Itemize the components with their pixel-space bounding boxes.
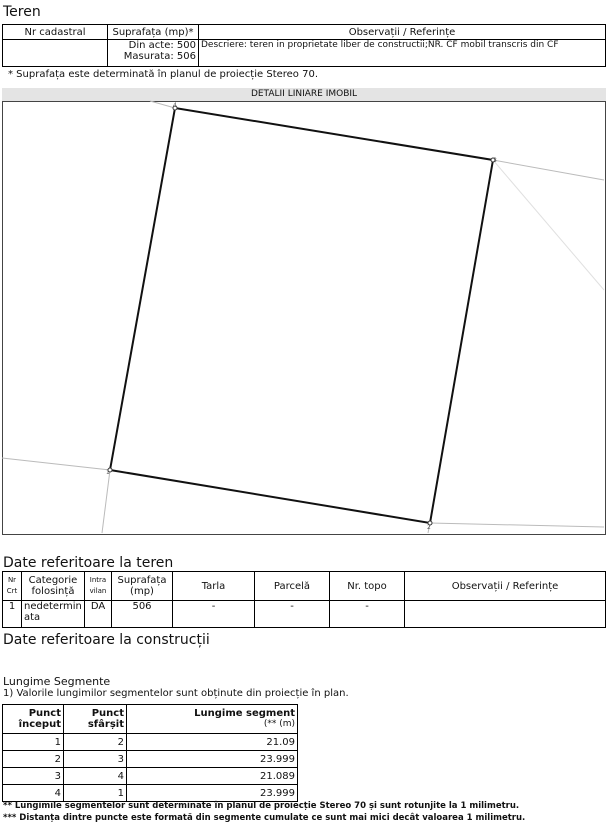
neighbor-line [102,470,110,533]
header-nr-cadastral: Nr cadastral [3,25,108,40]
vertex-label: 3 [493,157,497,164]
neighbor-line [150,101,175,108]
segmente-footnote-2: *** Distanța dintre puncte este formată din segmente cumulate ce sunt mai mici decât valoarea 1 milimetru. [3,813,526,823]
header-categorie: Categorie folosință [22,572,85,601]
segment-end: 4 [64,768,127,785]
cell-observatii-teren [405,601,606,628]
cell-nr-topo: - [330,601,405,628]
date-teren-title: Date referitoare la teren [3,555,174,571]
table-row [3,751,298,768]
cell-nr-crt: 1 [3,601,22,628]
din-acte-value: Din acte: 500 [128,40,196,51]
segmente-title: Lungime Segmente [3,675,111,688]
header-observatii-teren: Observații / Referințe [405,572,606,601]
neighbor-line [430,523,604,527]
segment-length: 23.999 [127,785,298,802]
header-tarla: Tarla [173,572,255,601]
segment-start: 2 [3,751,64,768]
masurata-value: Masurata: 506 [123,51,196,62]
header-lungime-label: Lungime segment [194,708,295,719]
segment-start: 1 [3,734,64,751]
teren-title: Teren [3,4,41,20]
table-row [3,785,298,802]
header-lungime [127,705,298,734]
date-teren-table [2,571,606,628]
header-punct-inceput: Punct început [3,705,64,734]
segmente-table [2,704,298,802]
segmente-subtitle: 1) Valorile lungimilor segmentelor sunt obținute din proiecție în plan. [3,688,349,699]
table-row [3,734,298,751]
header-intravilan: Intra vilan [85,572,112,601]
teren-footnote: * Suprafața este determinată în planul de proiecție Stereo 70. [8,69,319,80]
segment-length: 21.09 [127,734,298,751]
date-constructii-title: Date referitoare la construcții [3,632,210,648]
segment-start: 4 [3,785,64,802]
cell-tarla: - [173,601,255,628]
cell-categorie: nedetermin ata [22,601,85,628]
header-suprafata: Suprafața (mp)* [108,25,199,40]
segment-end: 3 [64,751,127,768]
header-lungime-unit: (** (m) [263,719,295,729]
vertex-label: 1 [106,469,110,476]
header-nr-crt: Nr Crt [3,572,22,601]
cell-descriere: Descriere: teren in proprietate liber de constructii;NR. CF mobil transcris din CF [199,40,606,67]
cell-intravilan: DA [85,601,112,628]
segment-length: 21.089 [127,768,298,785]
header-observatii: Observații / Referințe [199,25,606,40]
neighbor-line [2,458,110,470]
vertex-label: 4 [173,102,177,109]
segment-end: 1 [64,785,127,802]
parcel-outline [110,108,493,523]
cell-parcela: - [255,601,330,628]
cell-suprafata-teren: 506 [112,601,173,628]
detalii-header: DETALII LINIARE IMOBIL [2,88,606,101]
header-parcela: Parcelă [255,572,330,601]
segment-start: 3 [3,768,64,785]
header-nr-topo: Nr. topo [330,572,405,601]
segment-length: 23.999 [127,751,298,768]
table-row [3,768,298,785]
header-suprafata-teren: Suprafața (mp) [112,572,173,601]
header-punct-sfarsit: Punct sfârșit [64,705,127,734]
segmente-footnote-1: ** Lungimile segmentelor sunt determinate în planul de proiecție Stereo 70 și sunt rotunjite la 1 milimetru. [3,801,520,811]
vertex-label: 2 [427,524,431,531]
neighbor-line [493,160,604,290]
segment-end: 2 [64,734,127,751]
neighbor-line [493,160,604,180]
